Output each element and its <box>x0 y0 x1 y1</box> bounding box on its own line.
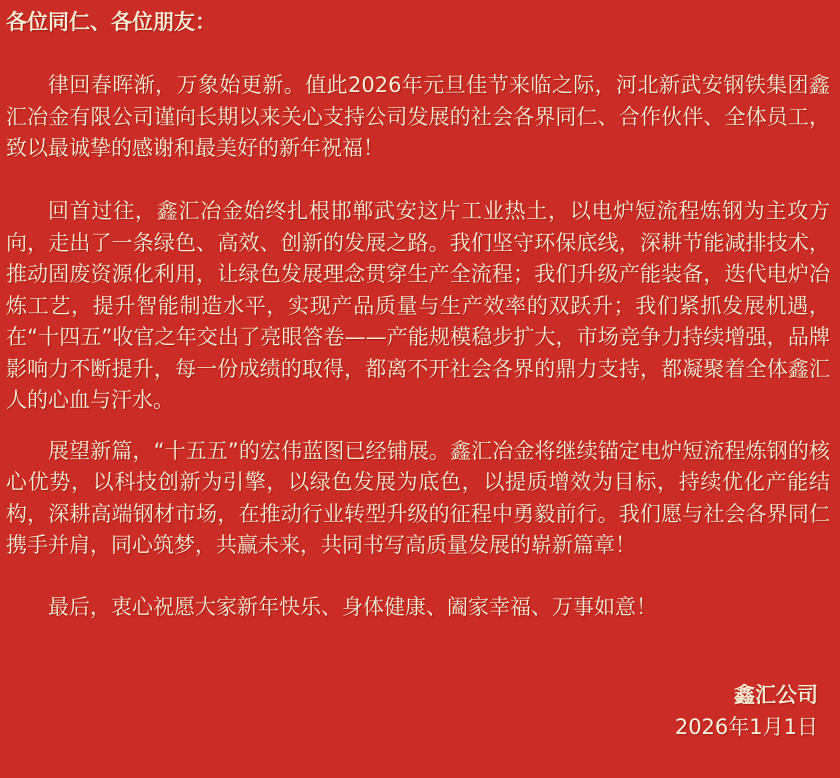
paragraph-outlook: 展望新篇，“十五五”的宏伟蓝图已经铺展。鑫汇冶金将继续锚定电炉短流程炼钢的核心优势，以科技创新为引擎，以绿色发展为底色，以提质增效为目标，持续优化产能结构，深耕高端钢材市场，在推动行业转型升级的征程中勇毅前行。我们愿与社会各界同仁携手并肩，同心筑梦，共赢未来，共同书写高质量发展的崭新篇章！ <box>6 438 830 557</box>
paragraph-wishes: 最后，衷心祝愿大家新年快乐、身体健康、阖家幸福、万事如意！ <box>48 594 657 619</box>
signature-company: 鑫汇公司 <box>734 683 818 707</box>
paragraph-opening: 律回春晖渐，万象始更新。值此2026年元旦佳节来临之际，河北新武安钢铁集团鑫汇冶金有限公司谨向长期以来关心支持公司发展的社会各界同仁、合作伙伴、全体员工，致以最诚挚的感谢和最美好的新年祝福！ <box>6 73 830 160</box>
paragraph-review: 回首过往，鑫汇冶金始终扎根邯郸武安这片工业热土，以电炉短流程炼钢为主攻方向，走出了一条绿色、高效、创新的发展之路。我们坚守环保底线，深耕节能减排技术，推动固废资源化利用，让绿色发展理念贯穿生产全流程；我们升级产能装备，迭代电炉冶炼工艺，提升智能制造水平，实现产品质量与生产效率的双跃升；我们紧抓发展机遇，在“十四五”收官之年交出了亮眼答卷——产能规模稳步扩大，市场竞争力持续增强，品牌影响力不断提升，每一份成绩的取得，都离不开社会各界的鼎力支持，都凝聚着全体鑫汇人的心血与汗水。 <box>6 199 830 412</box>
signature-date: 2026年1月1日 <box>674 714 818 739</box>
salutation: 各位同仁、各位朋友： <box>6 10 216 34</box>
signature-block <box>6 680 830 743</box>
